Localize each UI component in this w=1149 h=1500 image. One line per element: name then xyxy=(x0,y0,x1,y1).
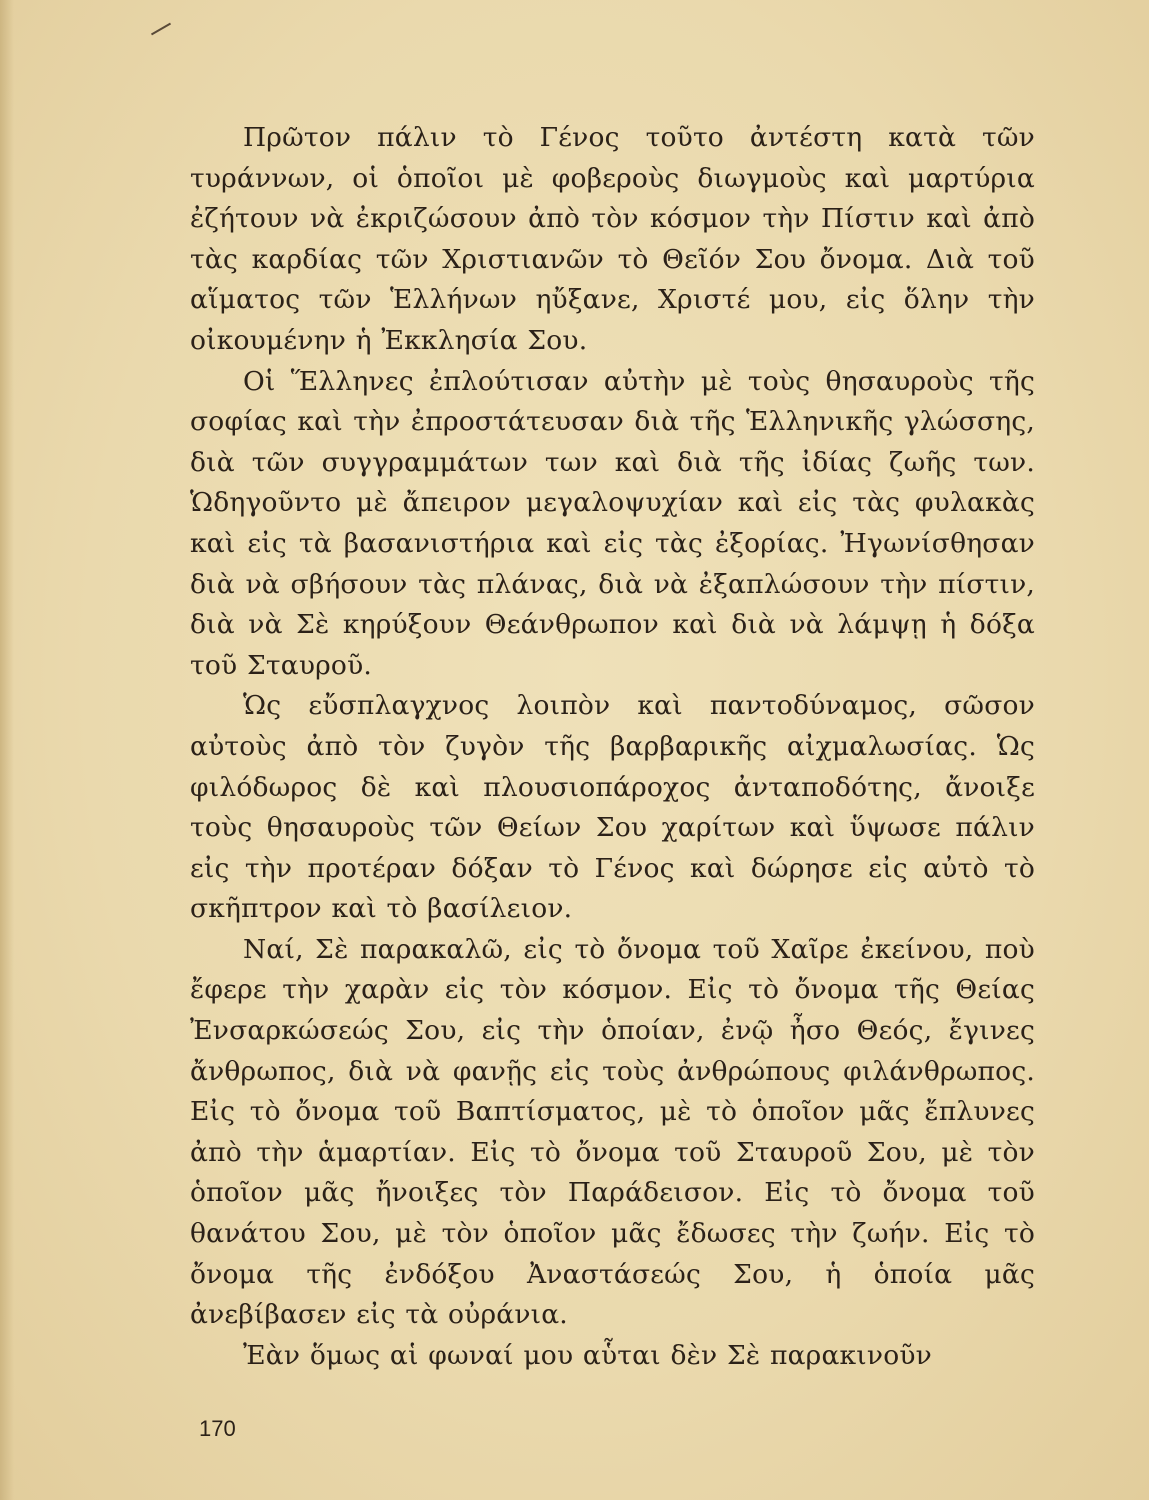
paragraph-2: Οἱ Ἕλληνες ἐπλούτισαν αὐτὴν μὲ τοὺς θησαυροὺς τῆς σοφίας καὶ τὴν ἐπροστάτευσαν διὰ τῆς Ἑλληνικῆς γλώσσης, διὰ τῶν συγγραμμάτων των καὶ διὰ τῆς ἰδίας ζωῆς των. Ὡδηγοῦντο μὲ ἄπειρον μεγαλοψυχίαν καὶ εἰς τὰς φυλακὰς καὶ εἰς τὰ βασανιστήρια καὶ εἰς τὰς ἐξορίας. Ἠγωνίσθησαν διὰ νὰ σβήσουν τὰς πλάνας, διὰ νὰ ἐξαπλώσουν τὴν πίστιν, διὰ νὰ Σὲ κηρύξουν Θεάνθρωπον καὶ διὰ νὰ λάμψῃ ἡ δόξα τοῦ Σταυροῦ. xyxy=(190,365,1035,681)
page-number: 170 xyxy=(199,1416,236,1441)
pencil-mark xyxy=(151,23,171,36)
paragraph-4: Ναί, Σὲ παρακαλῶ, εἰς τὸ ὄνομα τοῦ Χαῖρε ἐκείνου, ποὺ ἔφερε τὴν χαρὰν εἰς τὸν κόσμον. Εἰς τὸ ὄνομα τῆς Θείας Ἐνσαρκώσεώς Σου, εἰς τὴν ὁποίαν, ἐνῷ ἦσο Θεός, ἔγινες ἄνθρωπος, διὰ νὰ φανῇς εἰς τοὺς ἀνθρώπους φιλάνθρωπος. Εἰς τὸ ὄνομα τοῦ Βαπτίσματος, μὲ τὸ ὁποῖον μᾶς ἔπλυνες ἀπὸ τὴν ἁμαρτίαν. Εἰς τὸ ὄνομα τοῦ Σταυροῦ Σου, μὲ τὸν ὁποῖον μᾶς ἤνοιξες τὸν Παράδεισον. Εἰς τὸ ὄνομα τοῦ θανάτου Σου, μὲ τὸν ὁποῖον μᾶς ἔδωσες τὴν ζωήν. Εἰς τὸ ὄνομα τῆς ἐνδόξου Ἀναστάσεώς Σου, ἡ ὁποία μᾶς ἀνεβίβασεν εἰς τὰ οὐράνια. xyxy=(190,933,1035,1331)
paragraph-5: Ἐὰν ὅμως αἱ φωναί μου αὗται δὲν Σὲ παρακινοῦν xyxy=(243,1339,932,1371)
paragraph-3: Ὡς εὔσπλαγχνος λοιπὸν καὶ παντοδύναμος, σῶσον αὐτοὺς ἀπὸ τὸν ζυγὸν τῆς βαρβαρικῆς αἰχμαλωσίας. Ὡς φιλόδωρος δὲ καὶ πλουσιοπάροχος ἀνταποδότης, ἄνοιξε τοὺς θησαυροὺς τῶν Θείων Σου χαρίτων καὶ ὕψωσε πάλιν εἰς τὴν προτέραν δόξαν τὸ Γένος καὶ δώρησε εἰς αὐτὸ τὸ σκῆπτρον καὶ τὸ βασίλειον. xyxy=(190,690,1035,925)
body-text xyxy=(190,118,1035,1376)
page-binding-edge xyxy=(0,0,14,1500)
paragraph-1: Πρῶτον πάλιν τὸ Γένος τοῦτο ἀντέστη κατὰ τῶν τυράννων, οἱ ὁποῖοι μὲ φοβεροὺς διωγμοὺς καὶ μαρτύρια ἐζήτουν νὰ ἐκριζώσουν ἀπὸ τὸν κόσμον τὴν Πίστιν καὶ ἀπὸ τὰς καρδίας τῶν Χριστιανῶν τὸ Θεῖόν Σου ὄνομα. Διὰ τοῦ αἵματος τῶν Ἑλλήνων ηὔξανε, Χριστέ μου, εἰς ὅλην τὴν οἰκουμένην ἡ Ἐκκλησία Σου. xyxy=(190,122,1035,356)
